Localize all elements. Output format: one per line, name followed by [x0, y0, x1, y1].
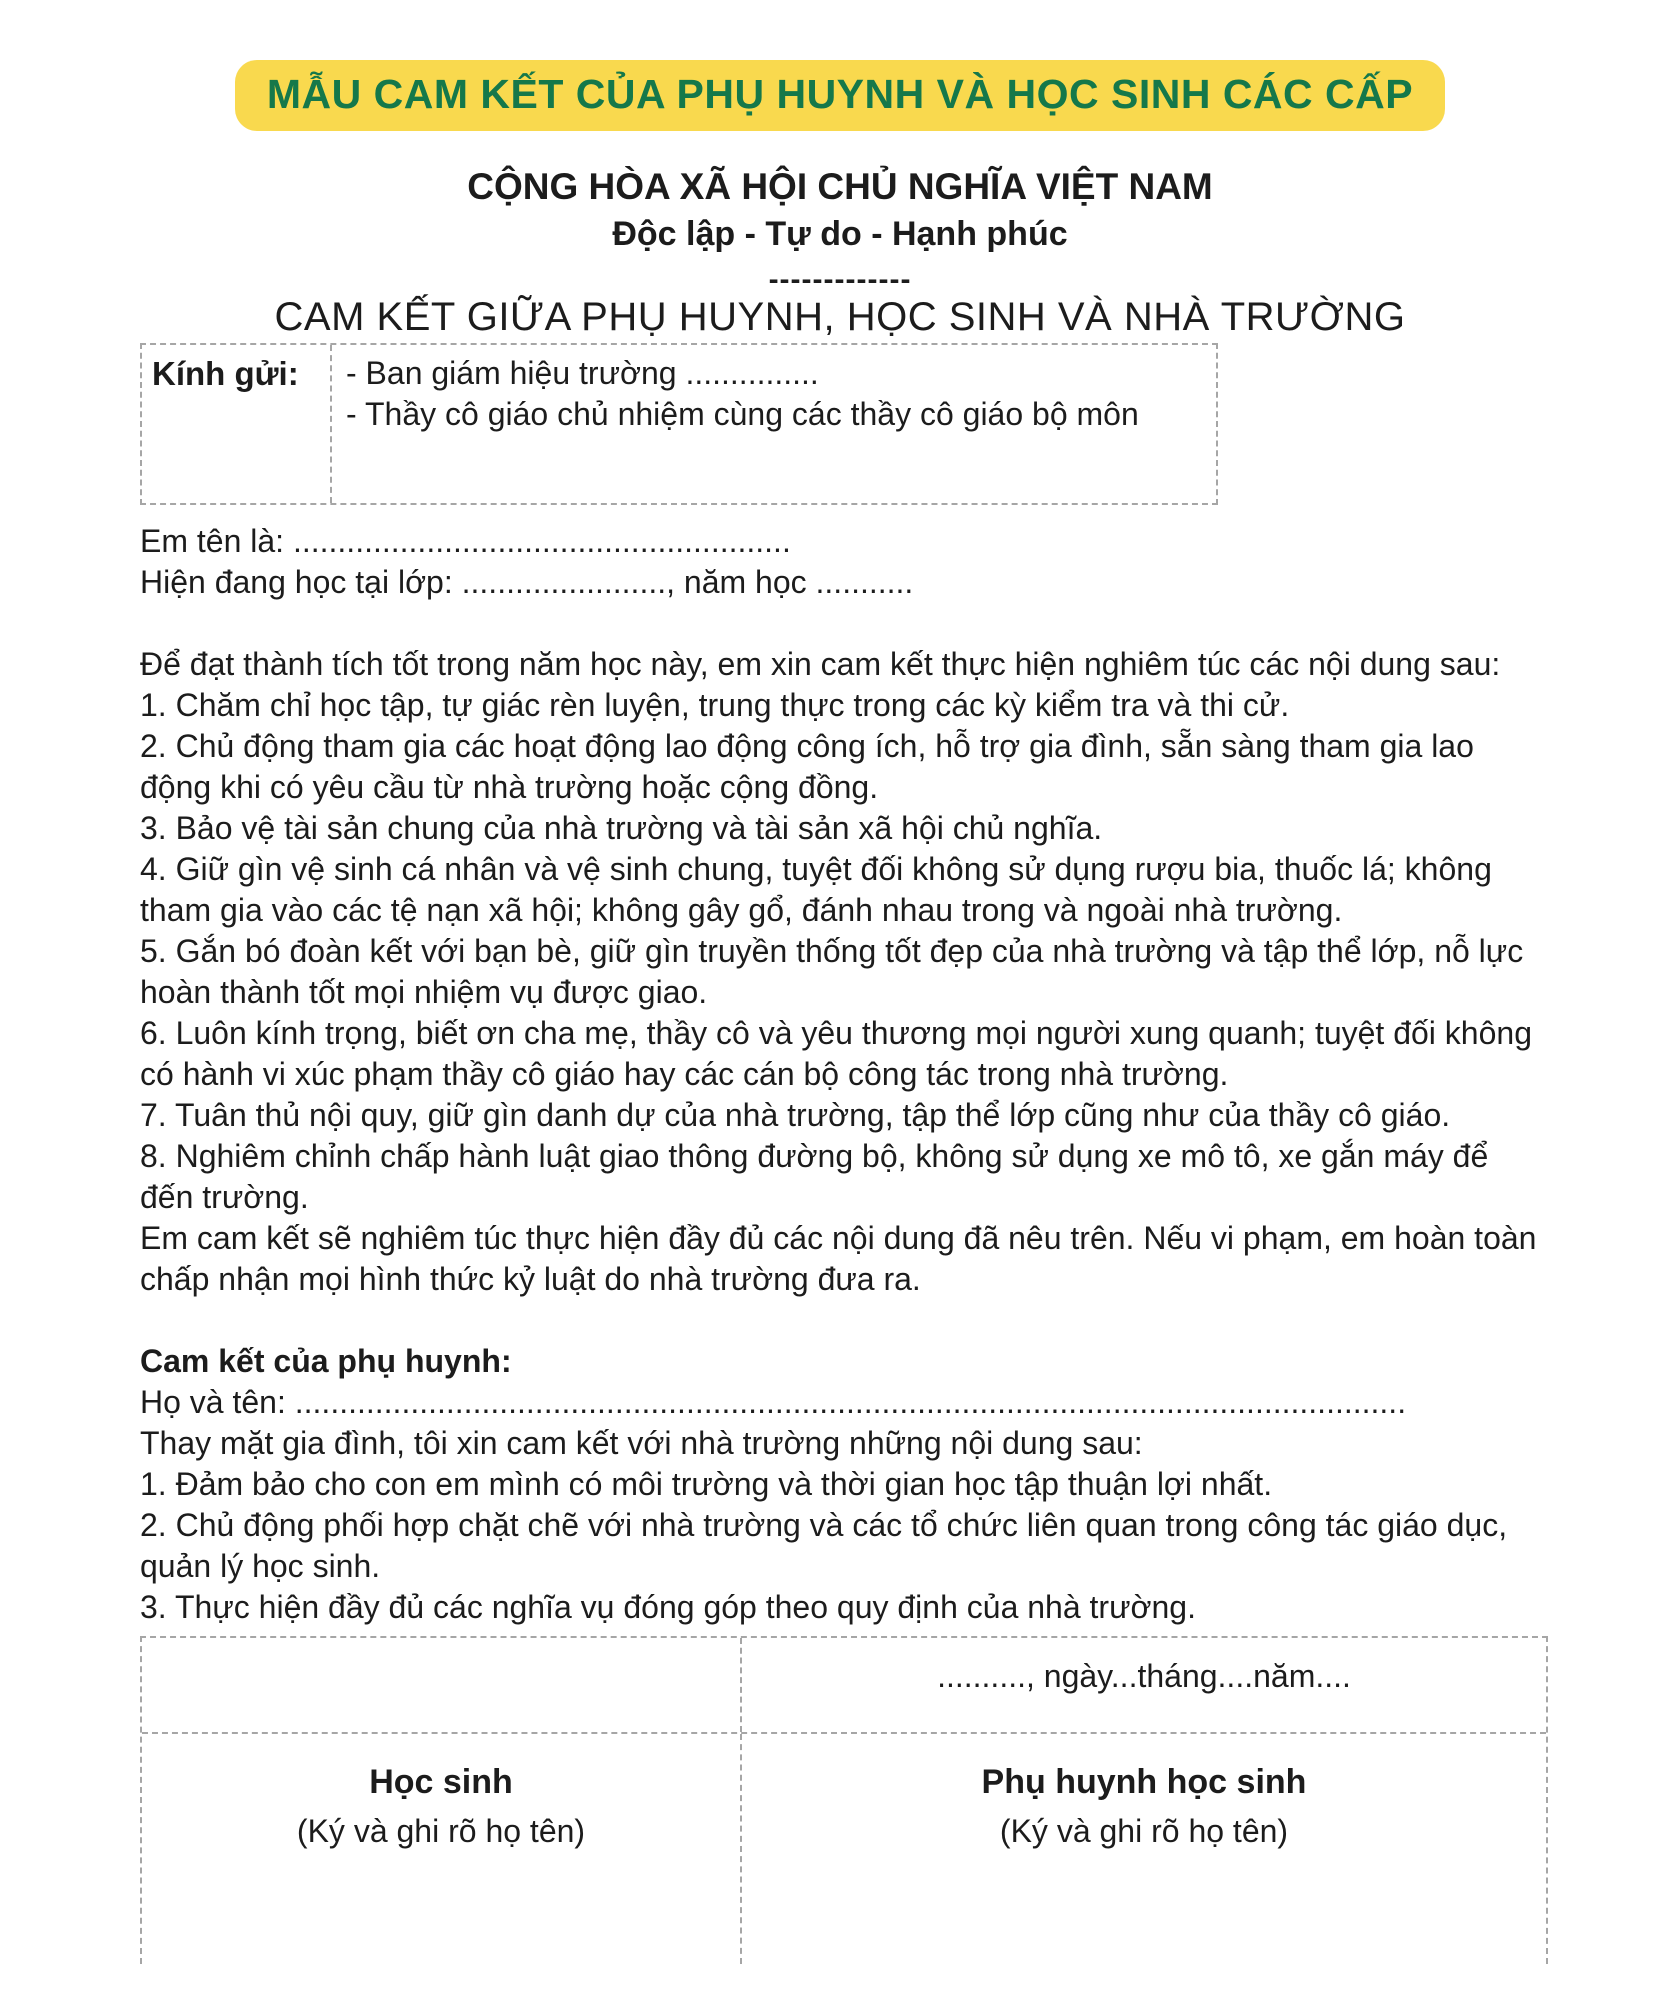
signature-table — [140, 1636, 1548, 1964]
recipients-content — [332, 345, 1216, 503]
document-title: CAM KẾT GIỮA PHỤ HUYNH, HỌC SINH VÀ NHÀ TRƯỜNG — [274, 294, 1406, 339]
parent-section — [140, 1341, 1550, 1628]
banner-title: MẪU CAM KẾT CỦA PHỤ HUYNH VÀ HỌC SINH CÁC CẤP — [266, 71, 1414, 117]
header-separator: ------------- — [768, 262, 912, 296]
student-commitment-item: 2. Chủ động tham gia các hoạt động lao động công ích, hỗ trợ gia đình, sẵn sàng tham gia lao động khi có yêu cầu từ nhà trường hoặc cộng đồng. — [140, 727, 1474, 805]
parent-commitment-item: 2. Chủ động phối hợp chặt chẽ với nhà trường và các tổ chức liên quan trong công tác giáo dục, quản lý học sinh. — [140, 1506, 1508, 1584]
recipient-line: - Thầy cô giáo chủ nhiệm cùng các thầy cô giáo bộ môn — [346, 395, 1139, 432]
signature-sign-row — [142, 1734, 1546, 1964]
recipients-box — [140, 343, 1218, 505]
student-name-line: Em tên là: ........................................................ — [140, 522, 791, 559]
student-signature-subtitle: (Ký và ghi rõ họ tên) — [296, 1812, 586, 1849]
student-commitment-item: 6. Luôn kính trọng, biết ơn cha mẹ, thầy cô và yêu thương mọi người xung quanh; tuyệt đối không có hành vi xúc phạm thầy cô giáo hay các cán bộ công tác trong nhà trường. — [140, 1014, 1532, 1092]
student-commitment-item: 8. Nghiêm chỉnh chấp hành luật giao thông đường bộ, không sử dụng xe mô tô, xe gắn máy để đến trường. — [140, 1137, 1489, 1215]
student-closing: Em cam kết sẽ nghiêm túc thực hiện đầy đủ các nội dung đã nêu trên. Nếu vi phạm, em hoàn toàn chấp nhận mọi hình thức kỷ luật do nhà trường đưa ra. — [140, 1219, 1537, 1297]
student-commitment-item: 5. Gắn bó đoàn kết với bạn bè, giữ gìn truyền thống tốt đẹp của nhà trường và tập thể lớp, nỗ lực hoàn thành tốt mọi nhiệm vụ được giao. — [140, 932, 1524, 1010]
signature-date-left-cell — [142, 1638, 742, 1732]
banner-wrap — [0, 0, 1680, 131]
parent-signature-cell — [742, 1734, 1546, 1964]
student-info — [140, 521, 1550, 603]
banner — [235, 60, 1445, 131]
parent-signature-subtitle: (Ký và ghi rõ họ tên) — [999, 1812, 1289, 1849]
student-class-line: Hiện đang học tại lớp: ......................., năm học ........... — [140, 563, 914, 600]
spacer — [140, 603, 1550, 644]
signature-date-row — [142, 1638, 1546, 1734]
student-commitment-item: 1. Chăm chỉ học tập, tự giác rèn luyện, trung thực trong các kỳ kiểm tra và thi cử. — [140, 686, 1290, 723]
student-commitment-item: 3. Bảo vệ tài sản chung của nhà trường và tài sản xã hội chủ nghĩa. — [140, 809, 1103, 846]
document-header — [0, 165, 1680, 341]
spacer — [140, 1300, 1550, 1341]
date-line: .........., ngày...tháng....năm.... — [937, 1657, 1351, 1694]
student-signature-title: Học sinh — [369, 1762, 513, 1801]
parent-commitment-item: 1. Đảm bảo cho con em mình có môi trường và thời gian học tập thuận lợi nhất. — [140, 1465, 1273, 1502]
recipient-line: - Ban giám hiệu trường ............... — [346, 354, 819, 391]
parent-heading: Cam kết của phụ huynh: — [140, 1342, 512, 1379]
parent-commitment-item: 3. Thực hiện đầy đủ các nghĩa vụ đóng góp theo quy định của nhà trường. — [140, 1588, 1196, 1625]
parent-name-line: Họ và tên: ............................................................................................................................. — [140, 1383, 1407, 1420]
parent-intro: Thay mặt gia đình, tôi xin cam kết với nhà trường những nội dung sau: — [140, 1424, 1143, 1461]
student-intro: Để đạt thành tích tốt trong năm học này, em xin cam kết thực hiện nghiêm túc các nội dung sau: — [140, 645, 1501, 682]
national-motto: Độc lập - Tự do - Hạnh phúc — [612, 214, 1068, 253]
student-commitment-item: 7. Tuân thủ nội quy, giữ gìn danh dự của nhà trường, tập thể lớp cũng như của thầy cô giáo. — [140, 1096, 1451, 1133]
student-commitment-item: 4. Giữ gìn vệ sinh cá nhân và vệ sinh chung, tuyệt đối không sử dụng rượu bia, thuốc lá; không tham gia vào các tệ nạn xã hội; không gây gổ, đánh nhau trong và ngoài nhà trường. — [140, 850, 1492, 928]
student-section — [140, 644, 1550, 1300]
parent-signature-title: Phụ huynh học sinh — [981, 1762, 1307, 1801]
recipients-label: Kính gửi: — [142, 345, 332, 503]
document-body — [140, 343, 1550, 1964]
student-signature-cell — [142, 1734, 742, 1964]
national-title: CỘNG HÒA XÃ HỘI CHỦ NGHĨA VIỆT NAM — [467, 166, 1213, 207]
